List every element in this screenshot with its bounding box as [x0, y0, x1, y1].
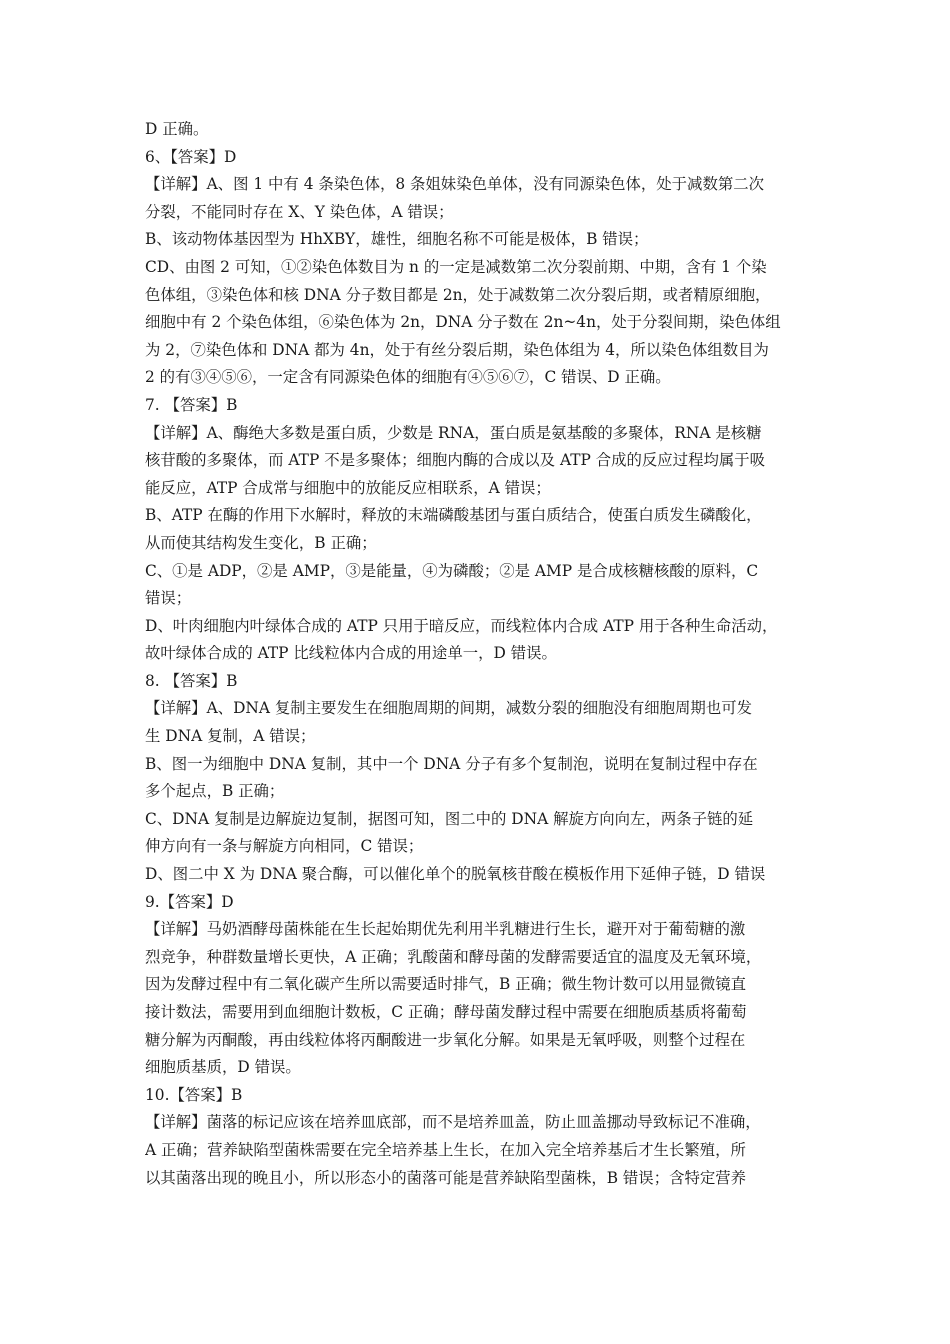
text-line: 从而使其结构发生变化，B 正确； — [145, 533, 377, 552]
text-line: 伸方向有一条与解旋方向相同，C 错误； — [145, 837, 424, 856]
text-line: C、①是 ADP，②是 AMP，③是能量，④为磷酸；②是 AMP 是合成核糖核酸的原料，C — [145, 561, 759, 580]
text-line: 【详解】马奶酒酵母菌株能在生长起始期优先利用半乳糖进行生长，避开对于葡萄糖的激 — [145, 920, 746, 939]
text-line: 以其菌落出现的晚且小，所以形态小的菌落可能是营养缺陷型菌株，B 错误；含特定营养 — [145, 1168, 747, 1187]
text-line: 为 2，⑦染色体和 DNA 都为 4n，处于有丝分裂后期，染色体组为 4，所以染色体组数目为 — [145, 340, 769, 359]
text-line: 【详解】A、图 1 中有 4 条染色体，8 条姐妹染色单体，没有同源染色体，处于减数第二次 — [145, 175, 765, 194]
text-line: 故叶绿体合成的 ATP 比线粒体内合成的用途单一，D 错误。 — [145, 644, 557, 663]
text-line: 分裂，不能同时存在 X、Y 染色体，A 错误； — [145, 202, 454, 221]
text-line: 2 的有③④⑤⑥，一定含有同源染色体的细胞有④⑤⑥⑦，C 错误、D 正确。 — [145, 368, 671, 387]
question-9-answer: 9.【答案】D — [145, 892, 234, 911]
answer-explanation-text — [145, 116, 815, 1192]
text-line: 接计数法，需要用到血细胞计数板，C 正确；酵母菌发酵过程中需要在细胞质基质将葡萄 — [145, 1003, 747, 1021]
text-line: C、DNA 复制是边解旋边复制，据图可知，图二中的 DNA 解旋方向向左，两条子链的延 — [145, 809, 754, 828]
text-line: D、叶肉细胞内叶绿体合成的 ATP 只用于暗反应，而线粒体内合成 ATP 用于各种生命活动， — [145, 616, 778, 635]
text-line: 能反应，ATP 合成常与细胞中的放能反应相联系，A 错误； — [145, 478, 551, 497]
text-line: D 正确。 — [145, 120, 209, 138]
text-line: 细胞质基质，D 错误。 — [145, 1058, 301, 1077]
text-line: 糖分解为丙酮酸，再由线粒体将丙酮酸进一步氧化分解。如果是无氧呼吸，则整个过程在 — [145, 1030, 746, 1049]
text-line: CD、由图 2 可知，①②染色体数目为 n 的一定是减数第二次分裂前期、中期，含有 1 个染 — [145, 257, 767, 276]
text-line: 生 DNA 复制，A 错误； — [145, 727, 316, 746]
text-line: 因为发酵过程中有二氧化碳产生所以需要适时排气，B 正确；微生物计数可以用显微镜直 — [145, 975, 747, 994]
text-line: B、该动物体基因型为 HhXBY，雄性，细胞名称不可能是极体，B 错误； — [145, 230, 649, 249]
text-line: 【详解】A、酶绝大多数是蛋白质，少数是 RNA，蛋白质是氨基酸的多聚体，RNA 是核糖 — [145, 423, 762, 442]
text-line: D、图二中 X 为 DNA 聚合酶，可以催化单个的脱氧核苷酸在模板作用下延伸子链，D 错误 — [145, 865, 766, 884]
text-line: 错误； — [145, 589, 192, 608]
question-10-answer: 10.【答案】B — [145, 1085, 243, 1104]
text-line: 色体组，③染色体和核 DNA 分子数目都是 2n，处于减数第二次分裂后期，或者精原细胞， — [145, 285, 771, 304]
question-6-answer: 6、【答案】D — [145, 147, 237, 166]
text-line: B、图一为细胞中 DNA 复制，其中一个 DNA 分子有多个复制泡，说明在复制过程中存在 — [145, 754, 758, 773]
text-line: A 正确；营养缺陷型菌株需要在完全培养基上生长，在加入完全培养基后才生长繁殖，所 — [145, 1140, 746, 1159]
question-8-answer: 8. 【答案】B — [145, 671, 238, 690]
text-line: 【详解】A、DNA 复制主要发生在细胞周期的间期，减数分裂的细胞没有细胞周期也可发 — [145, 699, 752, 718]
question-7-answer: 7. 【答案】B — [145, 395, 238, 414]
text-line: 【详解】菌落的标记应该在培养皿底部，而不是培养皿盖，防止皿盖挪动导致标记不准确， — [145, 1113, 761, 1132]
text-line: 核苷酸的多聚体，而 ATP 不是多聚体；细胞内酶的合成以及 ATP 合成的反应过程均属于吸 — [145, 451, 766, 470]
text-line: 烈竞争，种群数量增长更快，A 正确；乳酸菌和酵母菌的发酵需要适宜的温度及无氧环境， — [145, 947, 762, 966]
text-line: 多个起点，B 正确； — [145, 782, 285, 801]
text-line: B、ATP 在酶的作用下水解时，释放的末端磷酸基团与蛋白质结合，使蛋白质发生磷酸化， — [145, 506, 762, 525]
text-line: 细胞中有 2 个染色体组，⑥染色体为 2n，DNA 分子数在 2n~4n，处于分裂间期，染色体组 — [145, 313, 781, 332]
